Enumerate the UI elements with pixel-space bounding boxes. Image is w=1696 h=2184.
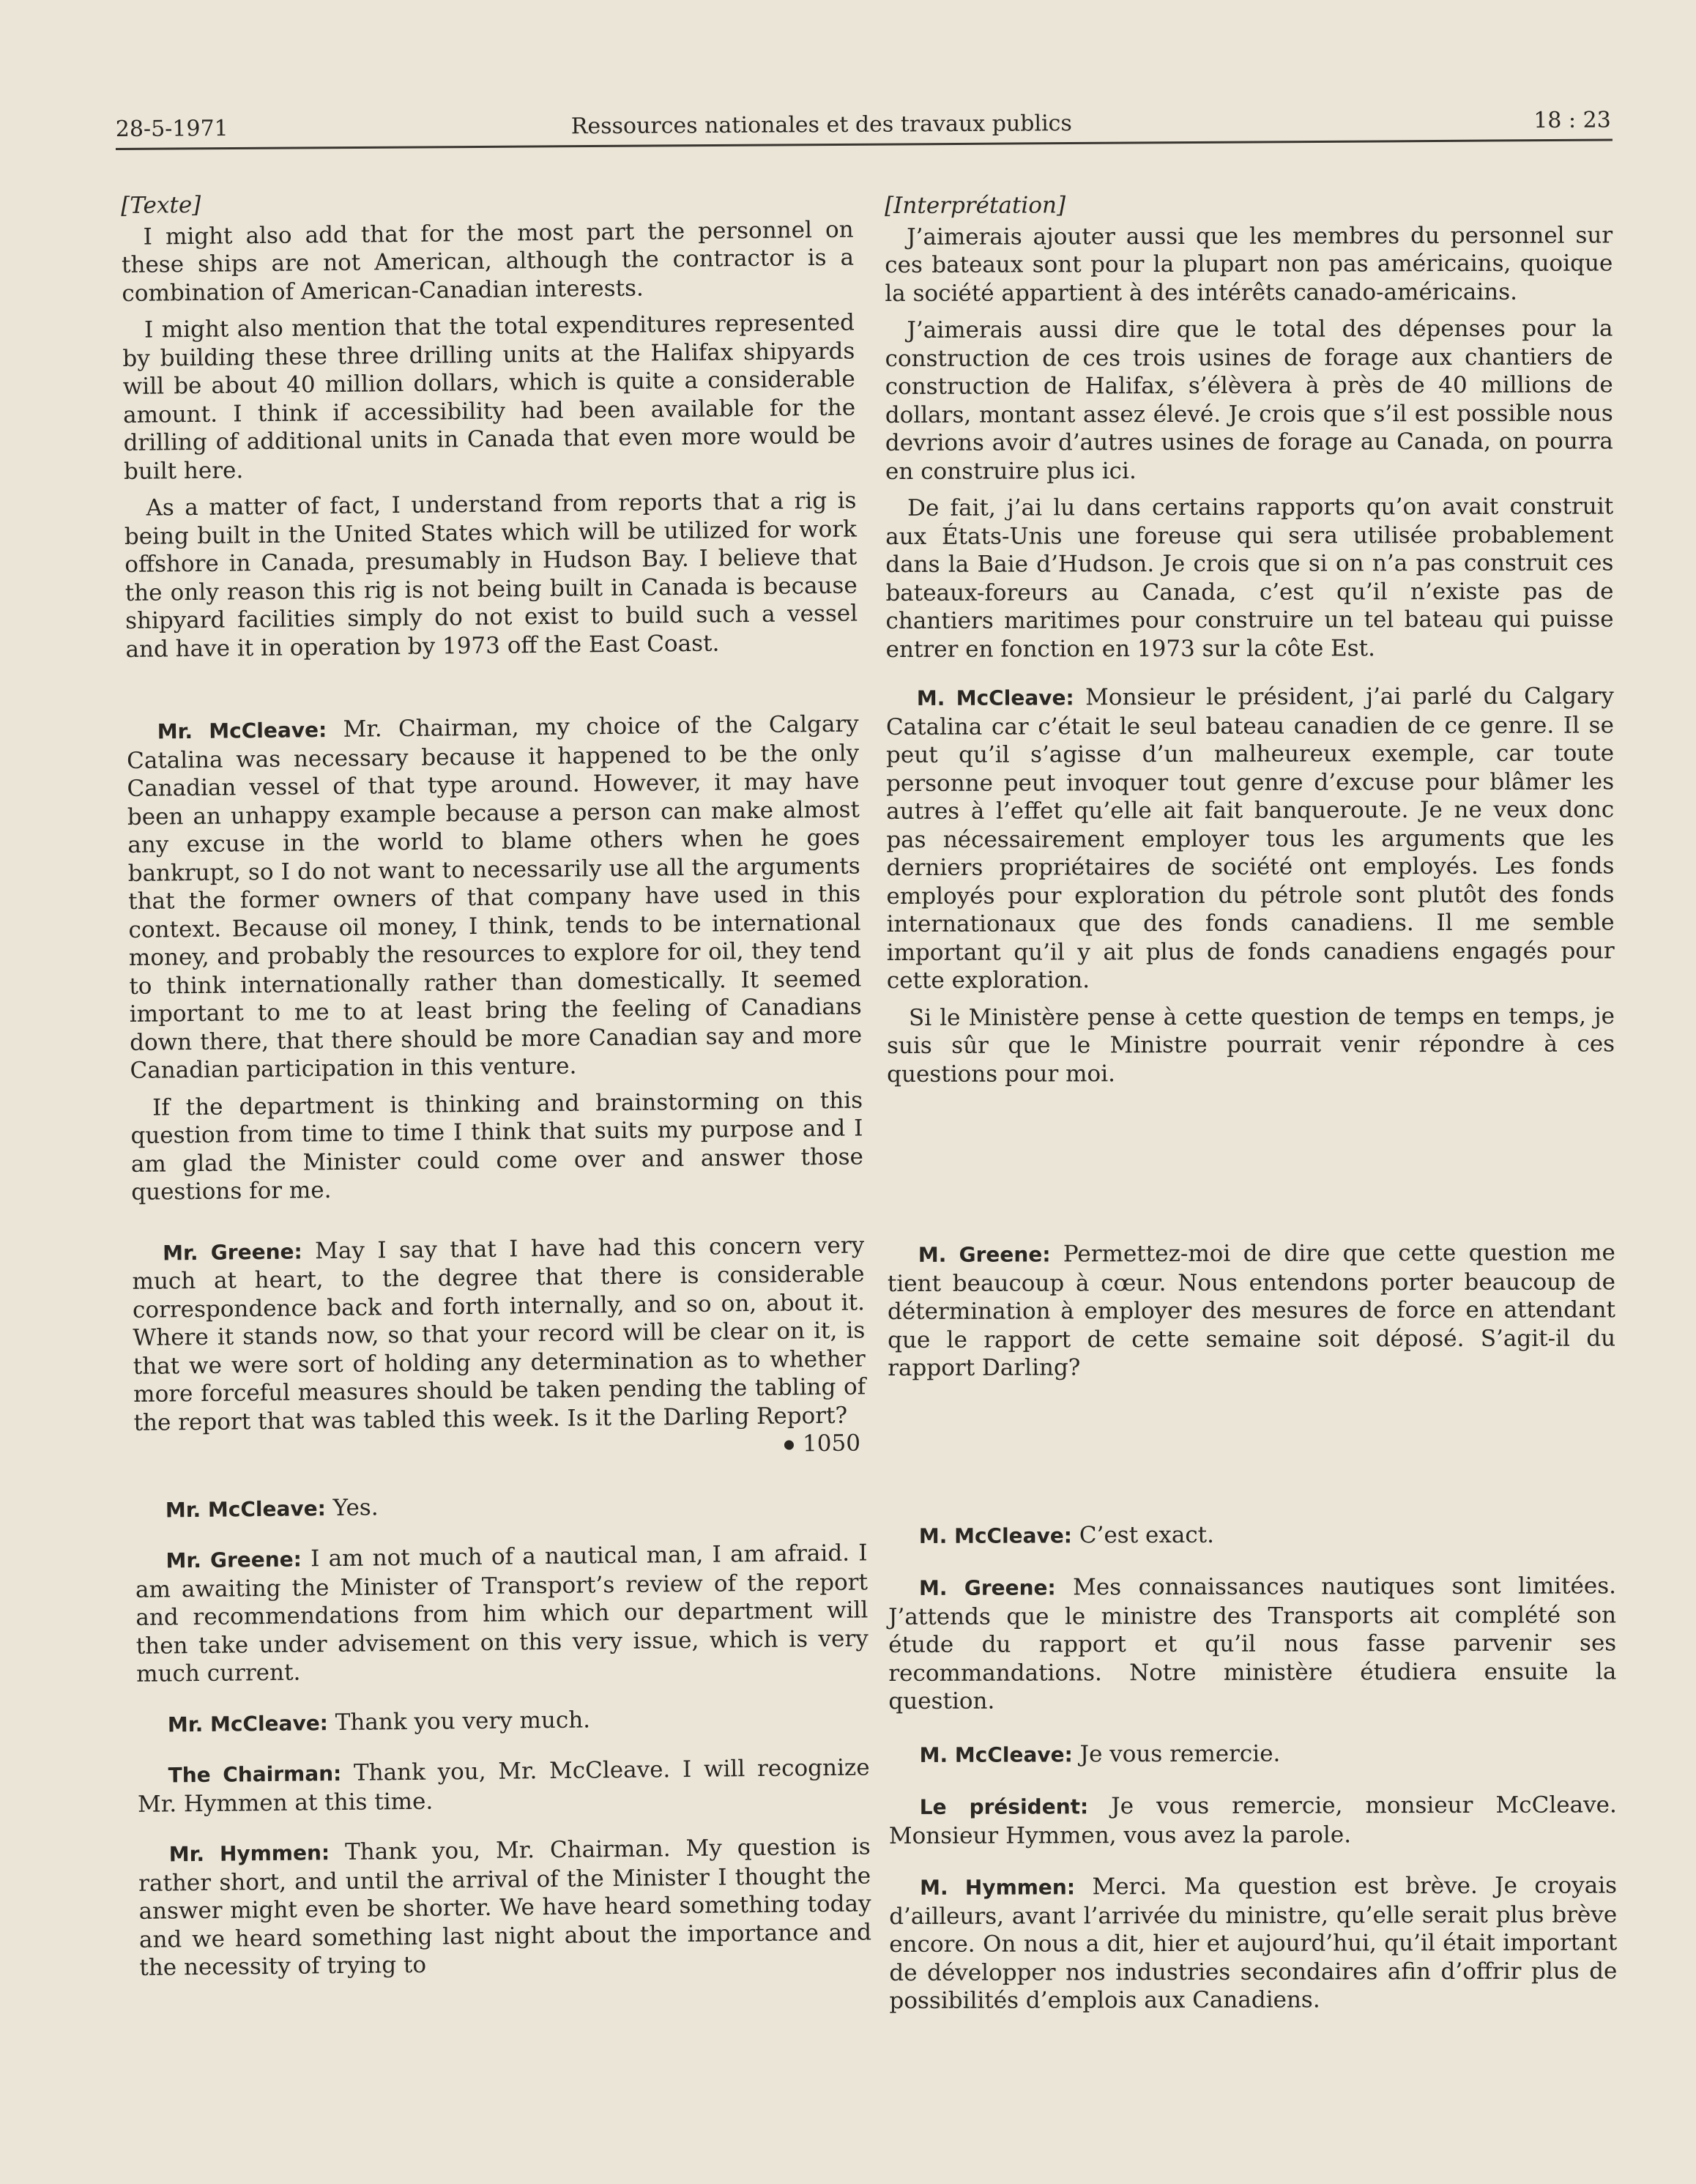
- french-column: [885, 190, 1618, 2015]
- speaker-name: M. McCleave:: [916, 686, 1074, 710]
- header-date: 28-5-1971: [115, 116, 228, 143]
- paragraph: Si le Ministère pense à cette question de temps en temps, je suis sûr que le Ministre pourrait venir répondre à ces questions pour moi.: [887, 1002, 1615, 1088]
- paragraph: I might also add that for the most part the personnel on these ships are not American, although the contractor is a combination of American-Canadian interests.: [121, 216, 855, 307]
- speaker-name: M. Greene:: [918, 1242, 1051, 1267]
- speaker-name: Mr. Greene:: [165, 1547, 302, 1573]
- header-page-number: 18 : 23: [1533, 107, 1611, 134]
- speech-hymmen: [138, 1832, 872, 1982]
- speech-chairman: [889, 1791, 1617, 1850]
- speech-greene: [888, 1572, 1617, 1715]
- speech-mccleave: [886, 682, 1615, 995]
- speech-chairman: [137, 1753, 870, 1818]
- speaker-name: The Chairman:: [168, 1761, 342, 1788]
- language-marker-english: [Texte]: [121, 191, 201, 219]
- speech-text: I am not much of a nautical man, I am afraid. I am awaiting the Minister of Transport’s review of the report and recommendations from him which our department will then take under advisement on this very issue, which is very much current.: [135, 1539, 869, 1687]
- speaker-name: Mr. McCleave:: [165, 1496, 327, 1522]
- speech-mccleave: [888, 1520, 1616, 1550]
- header-title: Ressources nationales et des travaux publics: [570, 111, 1072, 140]
- speaker-name: Mr. Greene:: [162, 1238, 302, 1265]
- speech-text: Thank you, Mr. Chairman. My question is rather short, and until the arrival of the Minister I thought the answer might even be shorter. We have heard something today and we heard something last night about the importance and the necessity of trying to: [138, 1833, 872, 1981]
- running-header: [116, 88, 1613, 150]
- speech-text: Monsieur le président, j’ai parlé du Calgary Catalina car c’était le seul bateau canadien de ce genre. Il se peut qu’il s’agisse d’un malheureux exemple, car toute personne peut invoquer tout genre d’excuse pour blâmer les autres à l’effet qu’elle ait fait banqueroute. Je ne veux donc pas nécessairement employer tous les arguments que les derniers propriétaires de société ont employés. Les fonds employés pour exploration du pétrole sont plutôt des fonds internationaux que des fonds canadiens. Il me semble important qu’il y ait plus de fonds canadiens engagés pour cette exploration.: [885, 683, 1615, 994]
- speech-text: C’est exact.: [1079, 1521, 1215, 1548]
- speech-mccleave: [127, 710, 863, 1085]
- speech-text: Thank you very much.: [335, 1706, 591, 1736]
- speech-hymmen: [889, 1871, 1618, 2015]
- speech-text: Je vous remercie.: [1079, 1740, 1281, 1767]
- speech-text: Thank you, Mr. McCleave. I will recognize Mr. Hymmen at this time.: [137, 1754, 870, 1818]
- paragraph: De fait, j’ai lu dans certains rapports qu’on avait construit aux États-Unis une foreuse qui sera utilisée probablement dans la Baie d’Hudson. Je crois que si on n’a pas construit ces bateaux-foreurs au Canada, c’est qu’il n’existe pas de chantiers maritimes pour construire un tel bateau qui puisse entrer en fonction en 1973 sur la côte Est.: [885, 493, 1614, 663]
- paragraph: J’aimerais ajouter aussi que les membres du personnel sur ces bateaux sont pour la plupart non pas américains, quoique la société appartient à des intérêts canado-américains.: [885, 221, 1613, 307]
- paragraph: As a matter of fact, I understand from reports that a rig is being built in the United States which will be utilized for work offshore in Canada, presumably in Hudson Bay. I believe that the only reason this rig is not being built in Canada is because shipyard facilities simply do not exist to build such a vessel and have it in operation by 1973 off the East Coast.: [124, 487, 858, 663]
- speech-text: Mes connaissances nautiques sont limitées. J’attends que le ministre des Transports ait complété son étude du rapport et qu’il nous fasse parvenir ses recommandations. Notre ministère étudiera ensuite la question.: [888, 1572, 1617, 1715]
- speaker-name: M. Greene:: [918, 1575, 1056, 1600]
- speaker-name: M. McCleave:: [918, 1523, 1073, 1548]
- speaker-name: Mr. McCleave:: [157, 718, 327, 744]
- speaker-name: Mr. Hymmen:: [168, 1841, 330, 1867]
- paragraph: J’aimerais aussi dire que le total des dépenses pour la construction de ces trois usines de forage aux chantiers de construction de Halifax, s’élèvera à près de 40 millions de dollars, montant assez élevé. Je crois que s’il est possible nous devrions avoir d’autres usines de forage au Canada, on pourra en construire plus ici.: [885, 315, 1613, 485]
- speaker-name: Mr. McCleave:: [167, 1710, 329, 1737]
- speech-greene: [132, 1231, 866, 1437]
- paragraph: If the department is thinking and brainstorming on this question from time to time I think that suits my purpose and I am glad the Minister could come over and answer those questions for me.: [130, 1086, 864, 1206]
- speech-text: Yes.: [332, 1493, 379, 1521]
- speaker-name: M. Hymmen:: [920, 1875, 1076, 1900]
- paragraph: I might also mention that the total expenditures represented by building these three drilling units at the Halifax shipyards will be about 40 million dollars, which is quite a considerable amount. I think if accessibility had been available for the drilling of additional units in Canada that even more would be built here.: [122, 309, 856, 485]
- speech-mccleave: [889, 1739, 1617, 1769]
- speech-text: May I say that I have had this concern very much at heart, to the degree that there is considerable correspondence back and forth internally, and so on, about it. Where it stands now, so that your record will be clear on it, is that we were sort of holding any determination as to whether more forceful measures should be taken pending the tabling of the report that was tabled this week. Is it the Darling Report?: [132, 1231, 866, 1436]
- language-marker-french: [Interprétation]: [885, 192, 1066, 219]
- speaker-name: Le président:: [919, 1794, 1089, 1819]
- english-column: [121, 185, 872, 1983]
- speech-greene: [135, 1539, 869, 1688]
- timestamp: 1050: [802, 1430, 861, 1457]
- speech-greene: [888, 1238, 1616, 1382]
- speech-text: Permettez-moi de dire que cette question me tient beaucoup à cœur. Nous entendons porter beaucoup de détermination à employer des mesures de force en attendant que le rapport de cette semaine soit déposé. S’agit-il du rapport Darling?: [887, 1239, 1616, 1381]
- bullet-icon: [784, 1440, 794, 1449]
- speaker-name: M. McCleave:: [919, 1742, 1073, 1767]
- speech-text: Merci. Ma question est brève. Je croyais d’ailleurs, avant l’arrivée du ministre, qu’elle serait plus brève encore. On nous a dit, hier et aujourd’hui, qu’il était important de développer nos industries secondaires afin d’offrir plus de possibilités d’emplois aux Canadiens.: [889, 1872, 1618, 2014]
- speech-text: Mr. Chairman, my choice of the Calgary Catalina was necessary because it happened to be the only Canadian vessel of that type around. However, it may have been an unhappy example because a person can make almost any excuse in the world to blame others when he goes bankrupt, so I do not want to necessarily use all the arguments that the former owners of that company have used in this context. Because oil money, I think, tends to be international money, and probably the resources to explore for oil, they tend to think internationally rather than domestically. It seemed important to me to at least bring the feeling of Canadians down there, that there should be more Canadian say and more Canadian participation in this venture.: [126, 710, 863, 1084]
- speech-text: Je vous remercie, monsieur McCleave. Monsieur Hymmen, vous avez la parole.: [888, 1791, 1617, 1849]
